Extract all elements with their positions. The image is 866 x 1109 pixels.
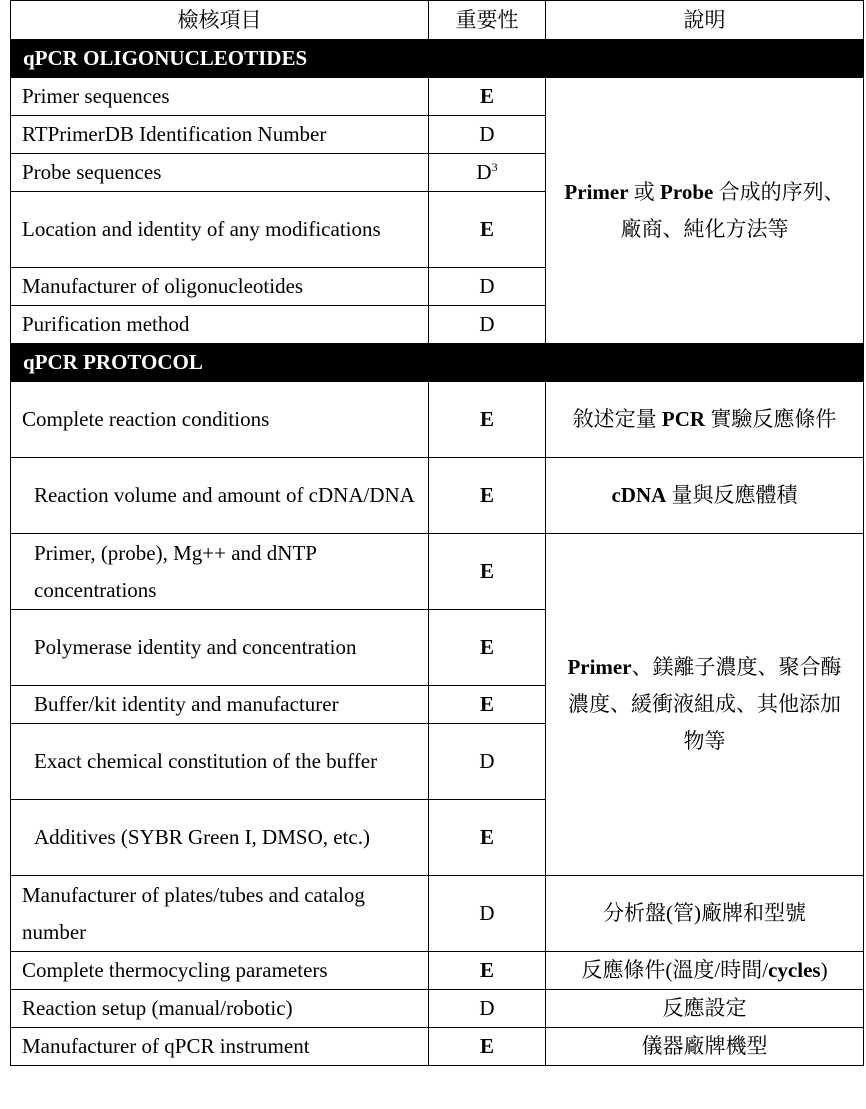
importance-cell: E [429,534,546,610]
description-cell [546,382,864,458]
item-cell: Additives (SYBR Green I, DMSO, etc.) [11,800,429,876]
importance-cell: D [429,116,546,154]
checklist-table [10,0,864,1066]
header-description: 說明 [546,1,864,40]
importance-cell: E [429,800,546,876]
section-header-protocol [11,344,864,382]
importance-cell: E [429,458,546,534]
description-cell [546,534,864,876]
description-cell [546,952,864,990]
description-text: cDNA [611,483,667,507]
item-cell: Probe sequences [11,154,429,192]
footnote-marker: 3 [491,160,498,174]
item-cell: Reaction volume and amount of cDNA/DNA [11,458,429,534]
description-cell [546,78,864,344]
description-cell [546,1028,864,1066]
description-text: 量與反應體積 [666,483,798,507]
description-cell [546,990,864,1028]
description-text: 反應條件(溫度/時間/ [581,958,769,982]
item-cell: Reaction setup (manual/robotic) [11,990,429,1028]
description-text: 實驗反應條件 [705,407,837,431]
item-cell: Polymerase identity and concentration [11,610,429,686]
importance-cell: E [429,382,546,458]
item-cell: Complete reaction conditions [11,382,429,458]
description-text: 分析盤(管)廠牌和型號 [603,901,806,925]
description-text: Primer [567,655,632,679]
section-header-oligonucleotides [11,40,864,78]
importance-cell: D [429,724,546,800]
header-row [11,1,864,40]
importance-cell: E [429,952,546,990]
importance-cell: D [429,306,546,344]
item-cell: Manufacturer of qPCR instrument [11,1028,429,1066]
description-text: 反應設定 [662,996,747,1020]
item-cell: Purification method [11,306,429,344]
table-row [11,990,864,1028]
importance-cell [429,154,546,192]
header-item: 檢核項目 [11,1,429,40]
description-text: Primer [564,179,629,204]
importance-value: D [476,160,492,184]
description-text: Probe [660,179,714,204]
description-text: PCR [661,407,706,431]
table-row [11,1028,864,1066]
header-importance: 重要性 [429,1,546,40]
description-text: 敘述定量 [572,407,662,431]
importance-cell: E [429,78,546,116]
description-text: 、鎂離子濃度、聚合酶濃度、緩衝液組成、其他添加物等 [568,655,842,753]
item-cell: Manufacturer of oligonucleotides [11,268,429,306]
item-cell: Location and identity of any modifications [11,192,429,268]
item-cell: Complete thermocycling parameters [11,952,429,990]
description-cell [546,458,864,534]
table-row [11,78,864,116]
item-cell: Primer sequences [11,78,429,116]
importance-cell: E [429,1028,546,1066]
importance-cell: E [429,192,546,268]
item-cell: RTPrimerDB Identification Number [11,116,429,154]
importance-cell: D [429,990,546,1028]
importance-cell: E [429,686,546,724]
table-row [11,876,864,952]
description-text: ) [820,958,828,982]
section-title: qPCR PROTOCOL [11,344,864,382]
table-row [11,534,864,610]
item-cell: Exact chemical constitution of the buffer [11,724,429,800]
table-row [11,952,864,990]
description-text: cycles [768,958,821,982]
section-title: qPCR OLIGONUCLEOTIDES [11,40,864,78]
description-text: 儀器廠牌機型 [641,1034,768,1058]
importance-cell: D [429,876,546,952]
table-row [11,458,864,534]
description-text: 或 [628,179,661,204]
table-row [11,382,864,458]
item-cell: Buffer/kit identity and manufacturer [11,686,429,724]
item-cell: Primer, (probe), Mg++ and dNTP concentrations [11,534,429,610]
description-cell [546,876,864,952]
item-cell: Manufacturer of plates/tubes and catalog number [11,876,429,952]
importance-cell: E [429,610,546,686]
description-text: 合成的序列、廠商、純化方法等 [620,179,845,241]
importance-cell: D [429,268,546,306]
